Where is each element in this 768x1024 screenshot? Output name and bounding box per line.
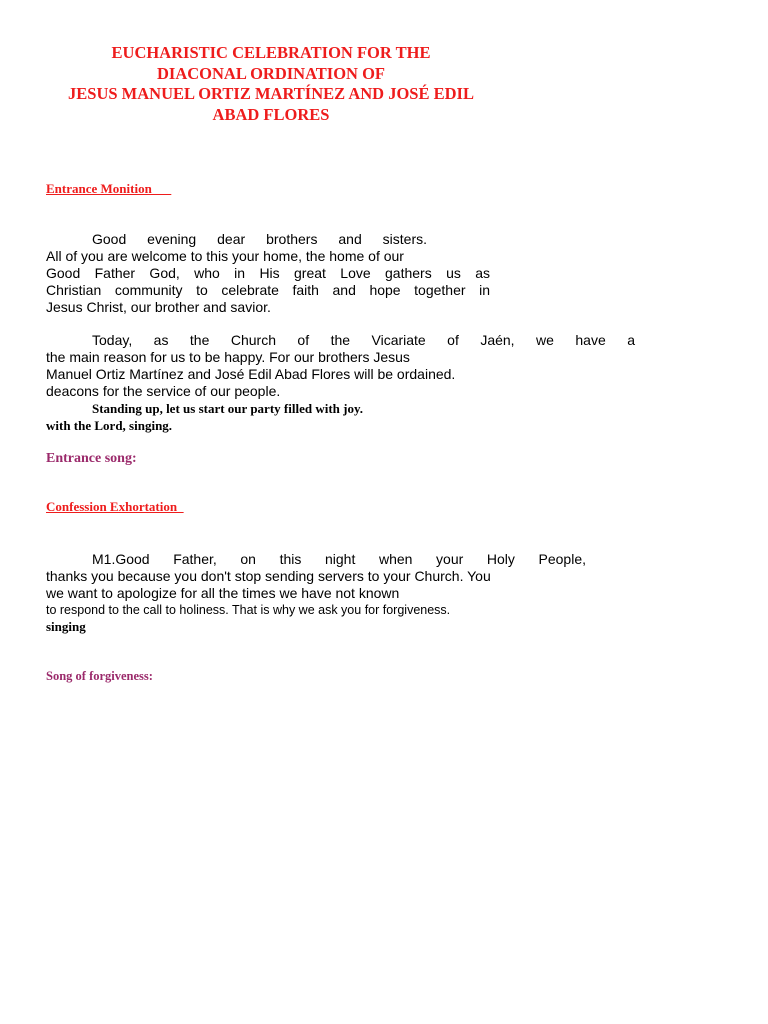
paragraph-line: All of you are welcome to this your home, the home of our (46, 248, 404, 264)
entrance-monition-paragraph-1 (46, 231, 490, 316)
paragraph-line: deacons for the service of our people. (46, 383, 281, 399)
paragraph-line: the main reason for us to be happy. For our brothers Jesus (46, 349, 410, 365)
entrance-monition-paragraph-2 (46, 332, 635, 400)
title-line-3: JESUS MANUEL ORTIZ MARTÍNEZ AND JOSÉ EDIL (68, 84, 474, 103)
confession-paragraph (46, 551, 586, 635)
title-line-2: DIACONAL ORDINATION OF (157, 63, 385, 83)
paragraph-line: Jesus Christ, our brother and savior. (46, 299, 271, 315)
entrance-monition-paragraph-3 (46, 400, 490, 434)
paragraph-line: Good evening dear brothers and sisters. (92, 231, 427, 247)
paragraph-line: Today, as the Church of the Vicariate of Jaén, we have a (92, 332, 635, 348)
paragraph-line: M1.Good Father, on this night when your Holy People, (92, 551, 586, 567)
document-title (46, 43, 496, 125)
title-line-1: EUCHARISTIC CELEBRATION FOR THE (111, 43, 431, 62)
paragraph-line: Standing up, let us start our party filled with joy. (92, 401, 363, 416)
entrance-song-heading: Entrance song: (46, 451, 137, 466)
confession-exhortation-heading: Confession Exhortation (46, 499, 184, 514)
paragraph-line: with the Lord, singing. (46, 418, 173, 433)
paragraph-line: Christian community to celebrate faith and hope together in (46, 282, 490, 298)
paragraph-line: Good Father God, who in His great Love gathers us as (46, 265, 490, 281)
paragraph-line: to respond to the call to holiness. That is why we ask you for forgiveness. (46, 603, 451, 617)
song-of-forgiveness-heading: Song of forgiveness: (46, 669, 153, 683)
paragraph-line: Manuel Ortiz Martínez and José Edil Abad Flores will be ordained. (46, 366, 456, 382)
paragraph-line: thanks you because you don't stop sending servers to your Church. You (46, 568, 491, 584)
entrance-monition-heading: Entrance Monition (46, 181, 172, 196)
title-line-4: ABAD FLORES (212, 104, 330, 124)
paragraph-line: singing (46, 619, 86, 634)
paragraph-line: we want to apologize for all the times we have not known (46, 585, 400, 601)
